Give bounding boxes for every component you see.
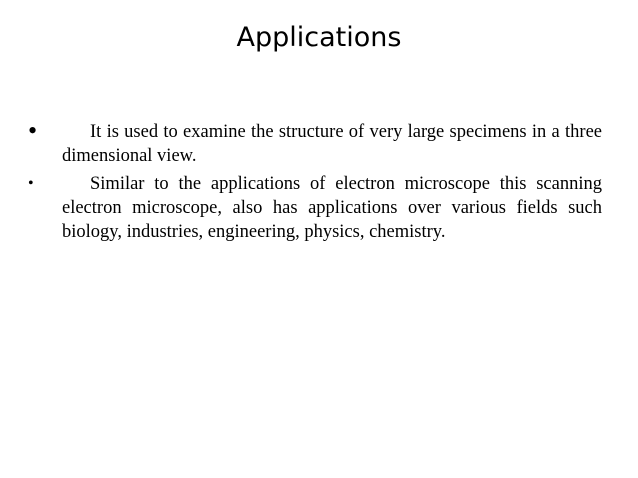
bullet-icon: • <box>28 175 34 192</box>
bullet-text: It is used to examine the structure of very large specimens in a three dimensional view. <box>62 122 602 166</box>
bullet-item <box>28 116 602 168</box>
bullet-text: Similar to the applications of electron microscope this scanning electron microscope, also has applications over various fields such biology, industries, engineering, physics, chemistry. <box>62 174 602 242</box>
bullet-icon: • <box>28 116 38 145</box>
bullet-list <box>28 116 602 248</box>
slide-title: Applications <box>236 22 402 53</box>
bullet-item <box>28 172 602 244</box>
